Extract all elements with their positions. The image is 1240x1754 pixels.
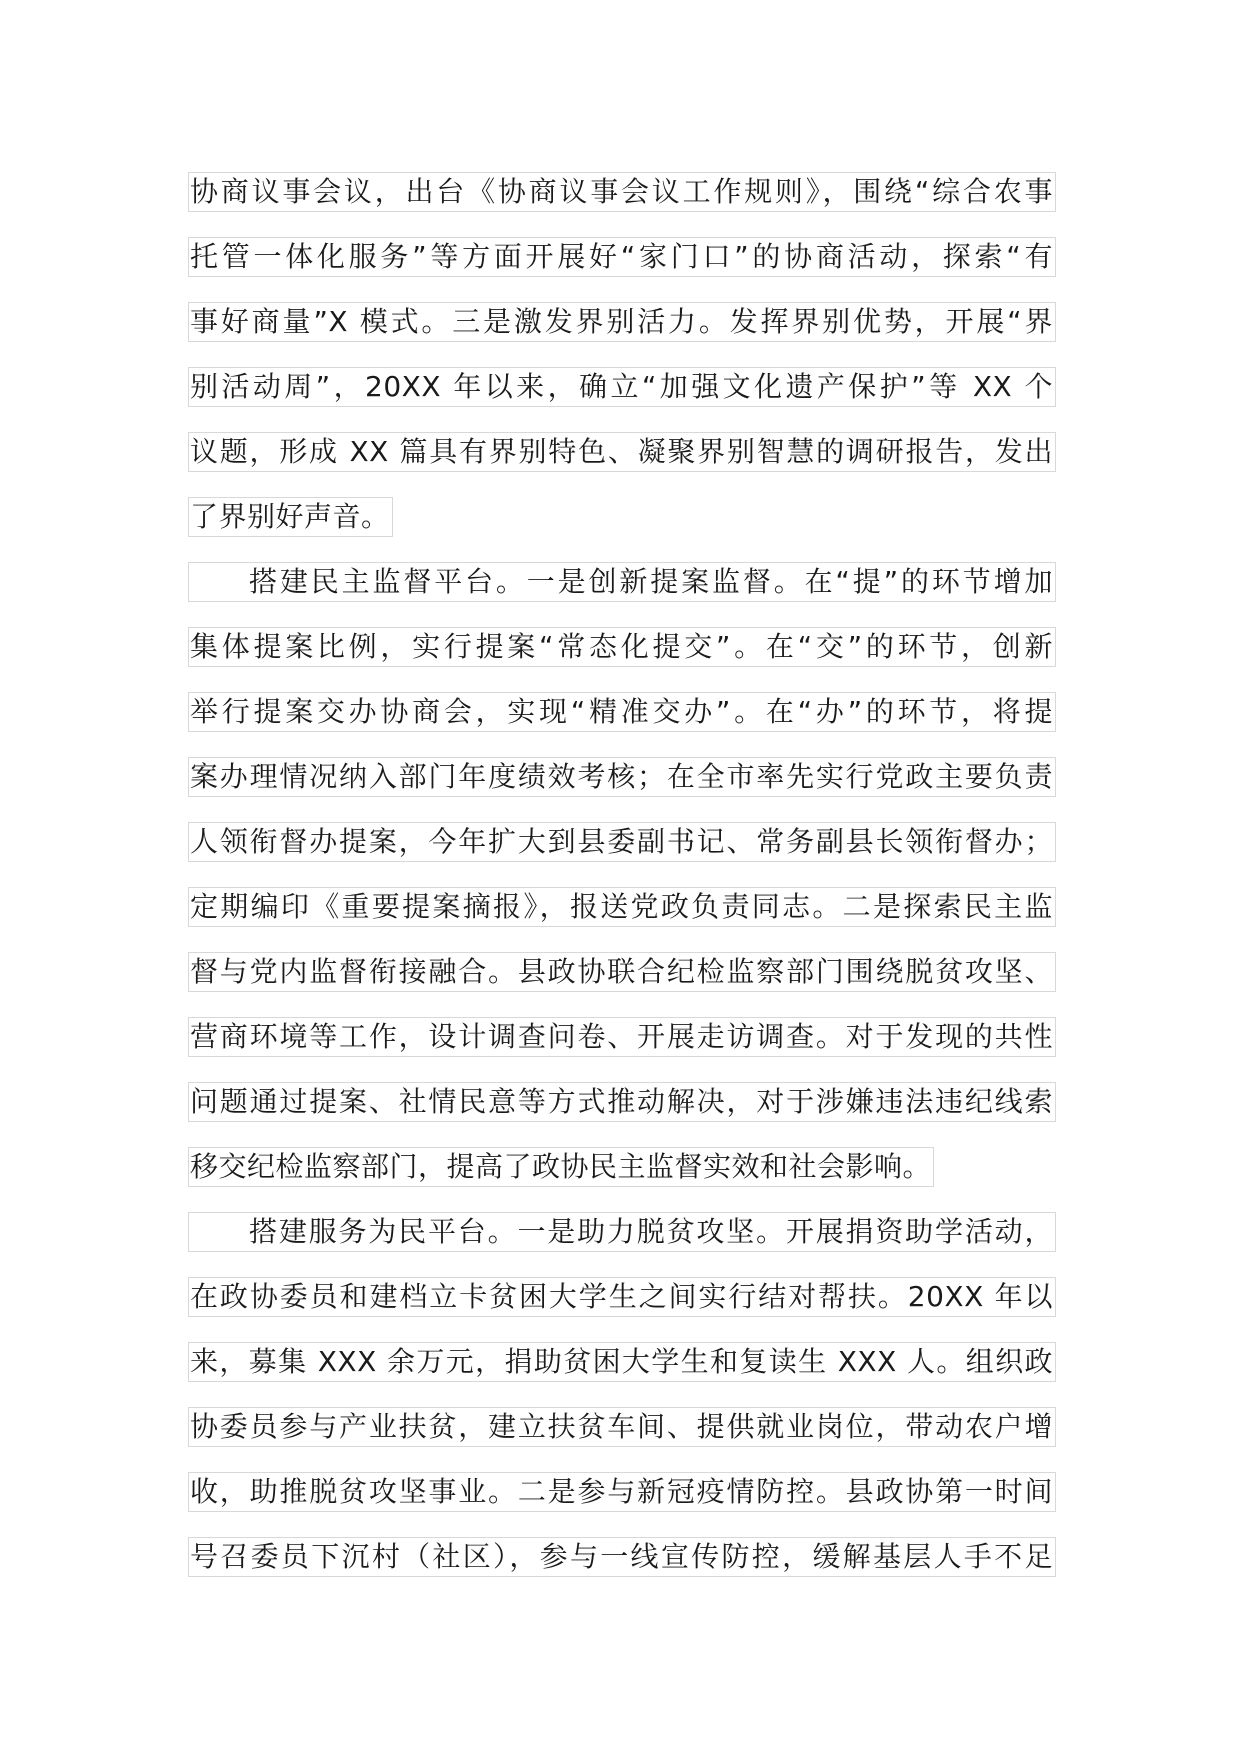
text-line [188,1277,1058,1342]
text-line [188,367,1058,432]
text-line [188,562,1058,627]
line-text: 议题，形成 XX 篇具有界别特色、凝聚界别智慧的调研报告，发出 [188,432,1056,472]
line-text: 搭建服务为民平台。一是助力脱贫攻坚。开展捐资助学活动， [188,1212,1056,1252]
line-text: 别活动周”，20XX 年以来，确立“加强文化遗产保护”等 XX 个 [188,367,1056,407]
text-line [188,1407,1058,1472]
text-line [188,887,1058,952]
line-text: 收，助推脱贫攻坚事业。二是参与新冠疫情防控。县政协第一时间 [188,1472,1056,1512]
text-line [188,1147,1058,1212]
text-line [188,822,1058,887]
text-line [188,627,1058,692]
line-text: 案办理情况纳入部门年度绩效考核；在全市率先实行党政主要负责 [188,757,1056,797]
line-text: 托管一体化服务”等方面开展好“家门口”的协商活动，探索“有 [188,237,1056,277]
line-text: 了界别好声音。 [188,497,393,537]
line-text: 举行提案交办协商会，实现“精准交办”。在“办”的环节，将提 [188,692,1056,732]
text-line [188,1472,1058,1537]
text-line [188,1082,1058,1147]
line-text: 协委员参与产业扶贫，建立扶贫车间、提供就业岗位，带动农户增 [188,1407,1056,1447]
text-line [188,1017,1058,1082]
text-line [188,1342,1058,1407]
text-line [188,1212,1058,1277]
text-line [188,1537,1058,1602]
text-line [188,952,1058,1017]
line-text: 督与党内监督衔接融合。县政协联合纪检监察部门围绕脱贫攻坚、 [188,952,1056,992]
text-line [188,757,1058,822]
line-text: 营商环境等工作，设计调查问卷、开展走访调查。对于发现的共性 [188,1017,1056,1057]
line-text: 人领衔督办提案，今年扩大到县委副书记、常务副县长领衔督办； [188,822,1056,862]
document-body [188,172,1058,1602]
text-line [188,432,1058,497]
paragraph-2 [188,562,1058,1212]
line-text: 号召委员下沉村（社区），参与一线宣传防控，缓解基层人手不足 [188,1537,1056,1577]
text-line [188,692,1058,757]
paragraph-1 [188,172,1058,562]
line-text: 事好商量”X 模式。三是激发界别活力。发挥界别优势，开展“界 [188,302,1056,342]
line-text: 定期编印《重要提案摘报》，报送党政负责同志。二是探索民主监 [188,887,1056,927]
line-text: 来，募集 XXX 余万元，捐助贫困大学生和复读生 XXX 人。组织政 [188,1342,1056,1382]
line-text: 集体提案比例，实行提案“常态化提交”。在“交”的环节，创新 [188,627,1056,667]
paragraph-3 [188,1212,1058,1602]
line-text: 协商议事会议，出台《协商议事会议工作规则》，围绕“综合农事 [188,172,1056,212]
line-text: 搭建民主监督平台。一是创新提案监督。在“提”的环节增加 [188,562,1056,602]
text-line [188,497,1058,562]
text-line [188,237,1058,302]
text-line [188,172,1058,237]
line-text: 移交纪检监察部门，提高了政协民主监督实效和社会影响。 [188,1147,934,1187]
text-line [188,302,1058,367]
line-text: 在政协委员和建档立卡贫困大学生之间实行结对帮扶。20XX 年以 [188,1277,1056,1317]
line-text: 问题通过提案、社情民意等方式推动解决，对于涉嫌违法违纪线索 [188,1082,1056,1122]
